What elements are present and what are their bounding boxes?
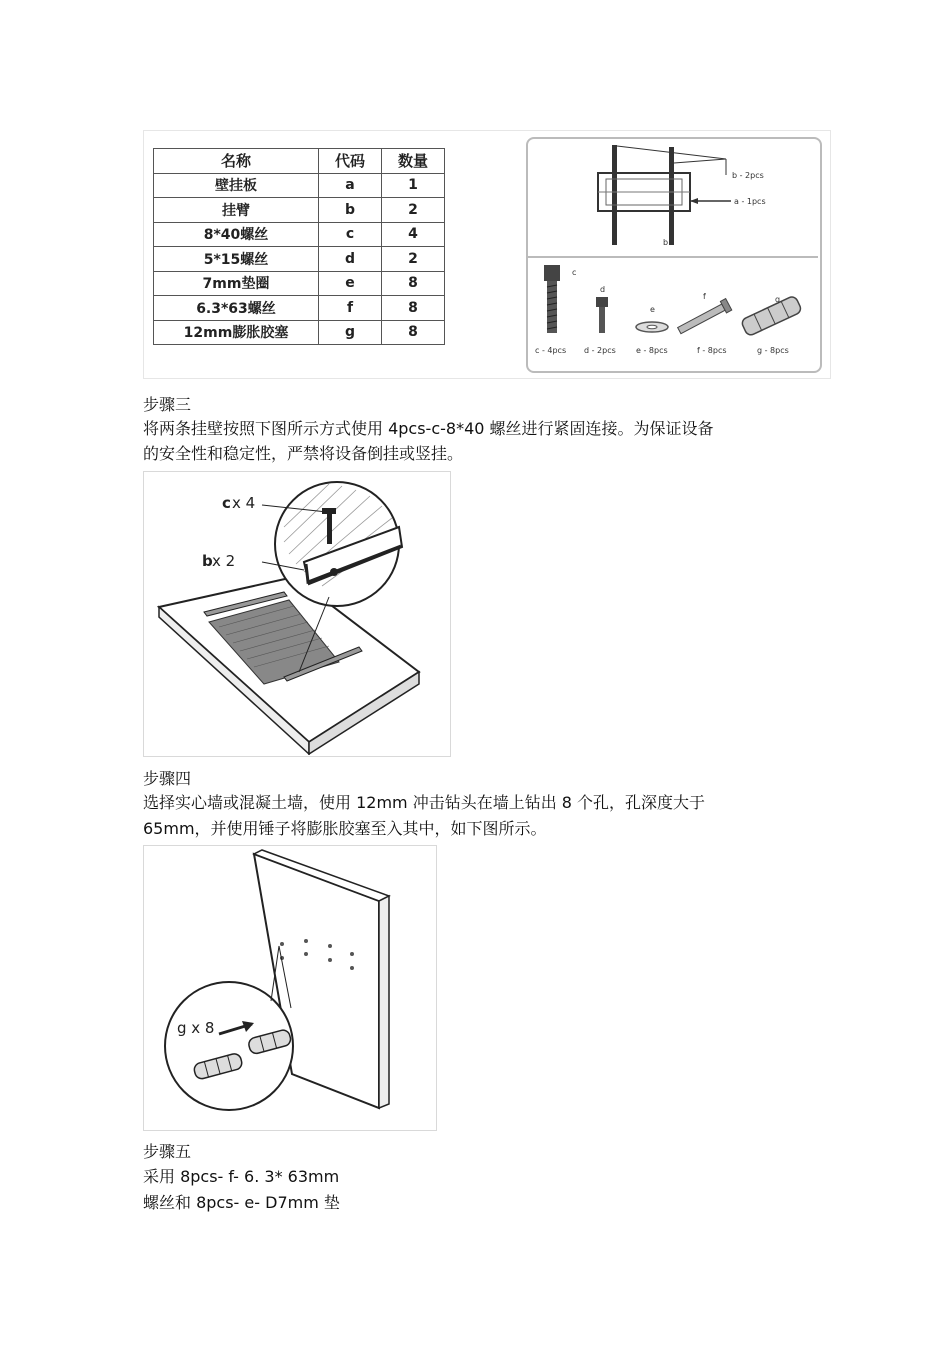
part-name: 挂臂 [154, 198, 319, 223]
hardware-count-d: d - 2pcs [584, 346, 616, 355]
tv-back-arm-drawing [144, 472, 449, 755]
parts-table-header [154, 149, 445, 174]
callout-b-letter: b [202, 552, 213, 570]
table-row [154, 173, 445, 198]
part-name: 8*40螺丝 [154, 222, 319, 247]
part-qty: 1 [382, 173, 445, 198]
hardware-count-c: c - 4pcs [535, 346, 567, 355]
bracket-label-a: a - 1pcs [734, 197, 766, 206]
part-name: 壁挂板 [154, 173, 319, 198]
step4-heading: 步骤四 [143, 769, 192, 788]
part-code: f [319, 296, 382, 321]
part-name: 5*15螺丝 [154, 247, 319, 272]
arm-letter-left: b [612, 238, 618, 247]
part-qty: 2 [382, 247, 445, 272]
header-qty: 数量 [382, 149, 445, 174]
part-code: e [319, 271, 382, 296]
header-name: 名称 [154, 149, 319, 174]
table-row [154, 222, 445, 247]
callout-c-qty: x 4 [232, 494, 256, 512]
part-qty: 8 [382, 296, 445, 321]
part-code: a [319, 173, 382, 198]
table-row [154, 320, 445, 345]
table-row [154, 296, 445, 321]
table-row [154, 247, 445, 272]
step4-line2: 65mm，并使用锤子将膨胀胶塞至入其中，如下图所示。 [143, 819, 547, 838]
part-qty: 8 [382, 320, 445, 345]
step3-line1: 将两条挂壁按照下图所示方式使用 4pcs-c-8*40 螺丝进行紧固连接。为保证设备 [143, 419, 714, 438]
hardware-letter-c: c [572, 268, 577, 277]
wall-bracket-drawing [526, 137, 818, 369]
part-code: c [319, 222, 382, 247]
table-row [154, 198, 445, 223]
part-name: 7mm垫圈 [154, 271, 319, 296]
callout-g: g x 8 [177, 1019, 215, 1037]
step5-line1: 采用 8pcs- f- 6. 3* 63mm [143, 1167, 340, 1186]
arm-letter-right: b [663, 238, 669, 247]
part-code: d [319, 247, 382, 272]
step3-heading: 步骤三 [143, 395, 192, 414]
wall-anchor-drawing [144, 846, 435, 1129]
callout-b-qty: x 2 [212, 552, 236, 570]
hardware-count-g: g - 8pcs [757, 346, 789, 355]
part-qty: 8 [382, 271, 445, 296]
hardware-letter-g: g [775, 295, 781, 304]
part-code: b [319, 198, 382, 223]
bracket-label-b: b - 2pcs [732, 171, 764, 180]
part-name: 6.3*63螺丝 [154, 296, 319, 321]
step5-line2: 螺丝和 8pcs- e- D7mm 垫 [143, 1193, 340, 1212]
header-code: 代码 [319, 149, 382, 174]
hardware-letter-d: d [600, 285, 606, 294]
part-name: 12mm膨胀胶塞 [154, 320, 319, 345]
callout-c-letter: c [222, 494, 231, 512]
hardware-count-f: f - 8pcs [697, 346, 727, 355]
part-qty: 2 [382, 198, 445, 223]
hardware-letter-f: f [703, 292, 706, 301]
step3-line2: 的安全性和稳定性，严禁将设备倒挂或竖挂。 [143, 444, 464, 463]
hardware-count-e: e - 8pcs [636, 346, 668, 355]
table-row [154, 271, 445, 296]
step4-line1: 选择实心墙或混凝土墙，使用 12mm 冲击钻头在墙上钻出 8 个孔，孔深度大于 [143, 793, 706, 812]
hardware-letter-e: e [650, 305, 655, 314]
part-qty: 4 [382, 222, 445, 247]
part-code: g [319, 320, 382, 345]
step5-heading: 步骤五 [143, 1142, 192, 1161]
parts-table [153, 148, 445, 345]
